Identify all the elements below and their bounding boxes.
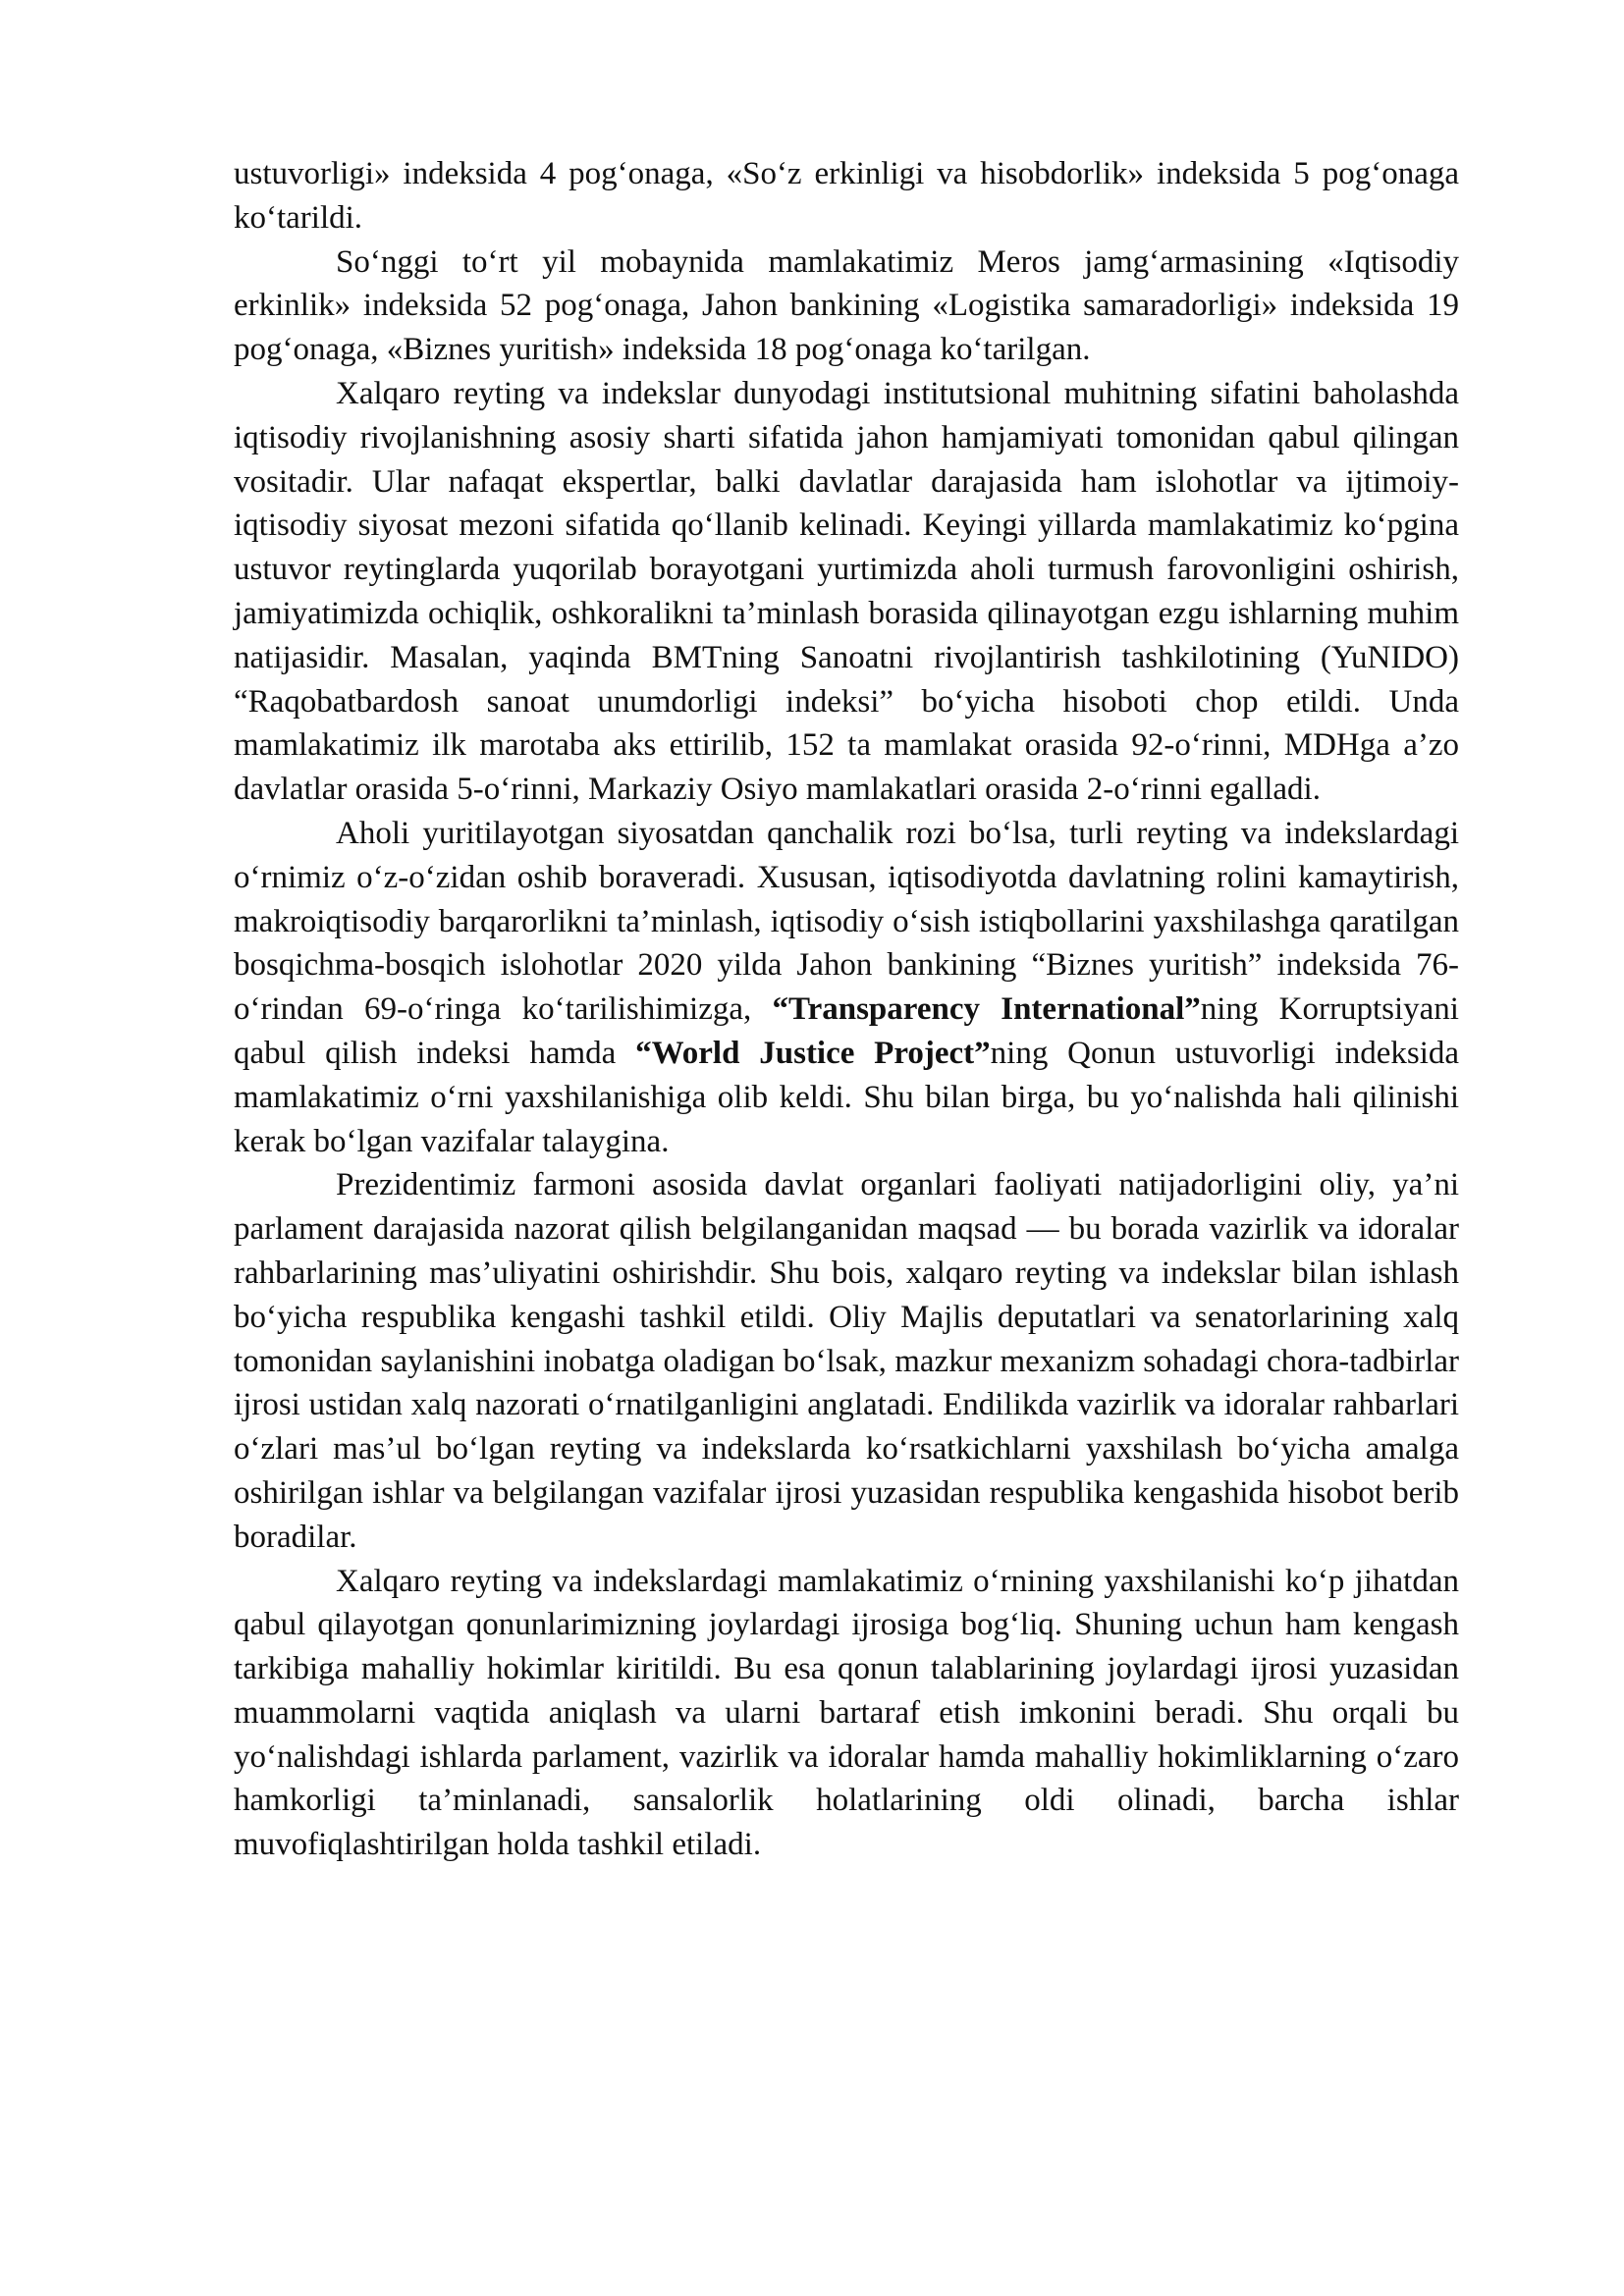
- transparency-international-bold: “Transparency International”: [772, 991, 1201, 1028]
- paragraph-3: [234, 372, 1459, 812]
- paragraph-2-text: So‘nggi to‘rt yil mobaynida mamlakatimiz Meros jamg‘armasining «Iqtisodiy erkinlik» indeksida 52 pog‘onaga, Jahon bankining «Logistika samaradorligi» indeksida 19 pog‘onaga, «Biznes yuritish» indeksida 18 pog‘onaga ko‘tarilgan.: [234, 243, 1459, 368]
- paragraph-1-text: ustuvorligi» indeksida 4 pog‘onaga, «So‘z erkinligi va hisobdorlik» indeksida 5 pog‘onaga ko‘tarildi.: [234, 156, 1459, 236]
- paragraph-2: [234, 240, 1459, 372]
- paragraph-1: [234, 152, 1459, 240]
- paragraph-4: [234, 812, 1459, 1163]
- paragraph-6-text: Xalqaro reyting va indekslardagi mamlakatimiz o‘rnining yaxshilanishi ko‘p jihatdan qabul qilayotgan qonunlarimizning joylardagi ijrosiga bog‘liq. Shuning uchun ham kengash tarkibiga mahalliy hokimlar kiritildi. Bu esa qonun talablarining joylardagi ijrosi yuzasidan muammolarni vaqtida aniqlash va ularni bartaraf etish imkonini beradi. Shu orqali bu yo‘nalishdagi ishlarda parlament, vazirlik va idoralar hamda mahalliy hokimliklarning o‘zaro hamkorligi ta’minlanadi, sansalorlik holatlarining oldi olinadi, barcha ishlar muvofiqlashtirilgan holda tashkil etiladi.: [234, 1563, 1459, 1863]
- paragraph-6: [234, 1560, 1459, 1868]
- paragraph-4-text-a: Aholi yuritilayotgan siyosatdan qanchalik rozi bo‘lsa, turli reyting va indekslardagi o‘rnimiz o‘z-o‘zidan oshib boraveradi. Xususan, iqtisodiyotda davlatning rolini kamaytirish, makroiqtisodiy barqarorlikni ta’minlash, iqtisodiy o‘sish istiqbollarini yaxshilashga qaratilgan bosqichma-bosqich islohotlar 2020 yilda Jahon bankining “Biznes yuritish” indeksida 76-o‘rindan 69-o‘ringa ko‘tarilishimizga,: [234, 815, 1459, 1028]
- world-justice-project-bold: “World Justice Project”: [635, 1035, 991, 1071]
- document-body: [234, 152, 1459, 1867]
- paragraph-5: [234, 1163, 1459, 1559]
- paragraph-4-text-c: ning Qonun ustuvorligi indeksida mamlakatimiz o‘rni yaxshilanishiga olib keldi. Shu bilan birga, bu yo‘nalishda hali qilinishi kerak bo‘lgan vazifalar talaygina.: [234, 1035, 1460, 1159]
- paragraph-3-text: Xalqaro reyting va indekslar dunyodagi institutsional muhitning sifatini baholashda iqtisodiy rivojlanishning asosiy sharti sifatida jahon hamjamiyati tomonidan qabul qilingan vositadir. Ular nafaqat ekspertlar, balki davlatlar darajasida ham islohotlar va ijtimoiy-iqtisodiy siyosat mezoni sifatida qo‘llanib kelinadi. Keyingi yillarda mamlakatimiz ko‘pgina ustuvor reytinglarda yuqorilab borayotgani yurtimizda aholi turmush farovonligini oshirish, jamiyatimizda ochiqlik, oshkoralikni ta’minlash borasida qilinayotgan ezgu ishlarning muhim natijasidir. Masalan, yaqinda BMTning Sanoatni rivojlantirish tashkilotining (YuNIDO) “Raqobatbardosh sanoat unumdorligi indeksi” bo‘yicha hisoboti chop etildi. Unda mamlakatimiz ilk marotaba aks ettirilib, 152 ta mamlakat orasida 92-o‘rinni, MDHga a’zo davlatlar orasida 5-o‘rinni, Markaziy Osiyo mamlakatlari orasida 2-o‘rinni egalladi.: [234, 375, 1459, 808]
- paragraph-5-text: Prezidentimiz farmoni asosida davlat organlari faoliyati natijadorligini oliy, ya’ni parlament darajasida nazorat qilish belgilanganidan maqsad — bu borada vazirlik va idoralar rahbarlarining mas’uliyatini oshirishdir. Shu bois, xalqaro reyting va indekslar bilan ishlash bo‘yicha respublika kengashi tashkil etildi. Oliy Majlis deputatlari va senatorlarining xalq tomonidan saylanishini inobatga oladigan bo‘lsak, mazkur mexanizm sohadagi chora-tadbirlar ijrosi ustidan xalq nazorati o‘rnatilganligini anglatadi. Endilikda vazirlik va idoralar rahbarlari o‘zlari mas’ul bo‘lgan reyting va indekslarda ko‘rsatkichlarni yaxshilash bo‘yicha amalga oshirilgan ishlar va belgilangan vazifalar ijrosi yuzasidan respublika kengashida hisobot berib boradilar.: [234, 1167, 1459, 1555]
- paragraph-4-text-b: ning Korruptsiyani qabul qilish indeksi hamda: [234, 991, 1459, 1071]
